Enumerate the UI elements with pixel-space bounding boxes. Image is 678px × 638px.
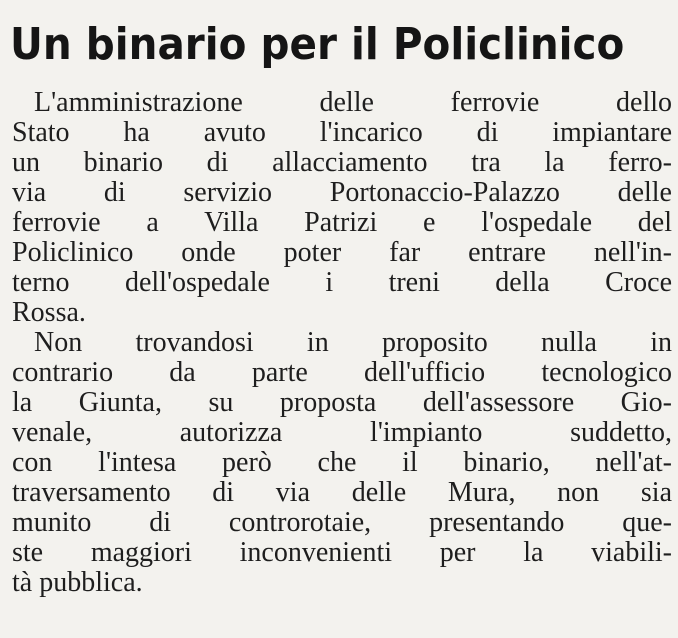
article-line: contrario da parte dell'ufficio tecnologico — [12, 358, 672, 388]
article-body — [12, 88, 672, 598]
article-line: venale, autorizza l'impianto suddetto, — [12, 418, 672, 448]
article-line: traversamento di via delle Mura, non sia — [12, 478, 672, 508]
article-line: Non trovandosi in proposito nulla in — [34, 328, 672, 358]
article-line: Policlinico onde poter far entrare nell'in- — [12, 238, 672, 268]
article-line: la Giunta, su proposta dell'assessore Gio- — [12, 388, 672, 418]
article-line: con l'intesa però che il binario, nell'at- — [12, 448, 672, 478]
article-paragraph-2 — [12, 328, 672, 598]
article-line: via di servizio Portonaccio-Palazzo delle — [12, 178, 672, 208]
article-line: Stato ha avuto l'incarico di impiantare — [12, 118, 672, 148]
article-line: ferrovie a Villa Patrizi e l'ospedale del — [12, 208, 672, 238]
article-line: ste maggiori inconvenienti per la viabili- — [12, 538, 672, 568]
article-line: un binario di allacciamento tra la ferro- — [12, 148, 672, 178]
article-line: terno dell'ospedale i treni della Croce — [12, 268, 672, 298]
article-paragraph-1 — [12, 88, 672, 328]
article-line: tà pubblica. — [12, 568, 143, 598]
article-line: L'amministrazione delle ferrovie dello — [34, 88, 672, 118]
article-line: munito di controrotaie, presentando que- — [12, 508, 672, 538]
article-headline: Un binario per il Policlinico — [10, 19, 625, 70]
article-line: Rossa. — [12, 298, 86, 328]
